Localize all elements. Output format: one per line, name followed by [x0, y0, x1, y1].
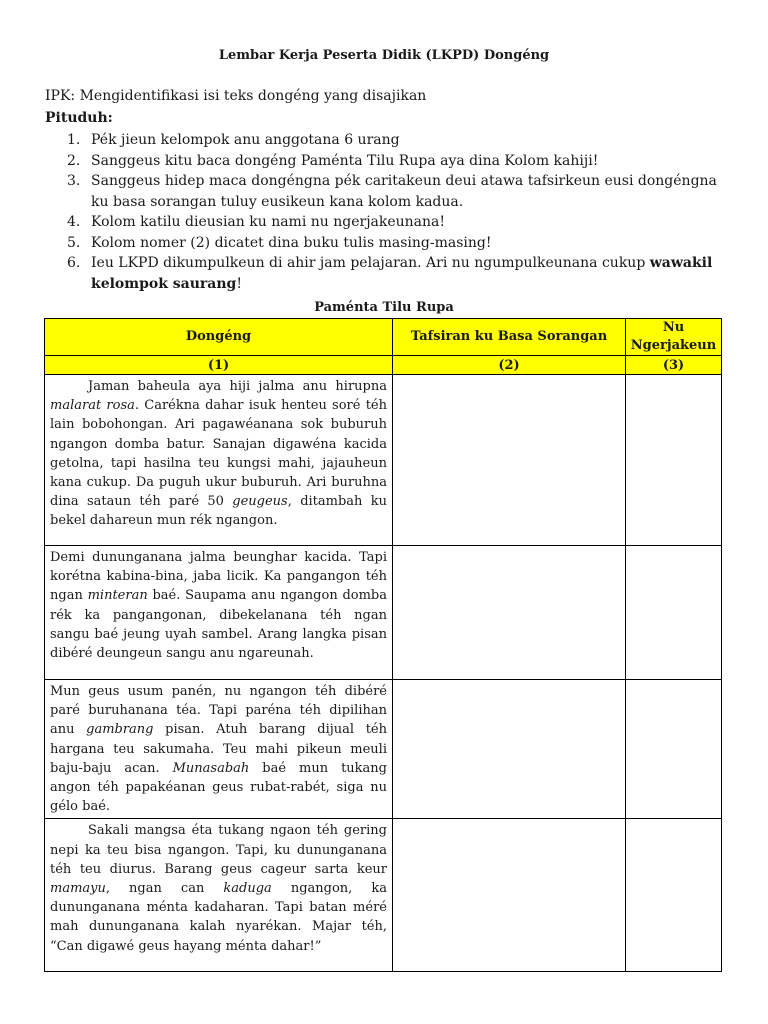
- instruction-number: 4.: [67, 214, 81, 230]
- italic-term: kaduga: [223, 881, 272, 897]
- instruction-item: [45, 212, 735, 233]
- instruction-item: [45, 233, 735, 254]
- italic-term: Munasabah: [172, 760, 250, 776]
- author-cell[interactable]: [626, 819, 722, 972]
- story-cell: Mun geus usum panén, nu ngangon téh dibéré paré buruhanana téa. Tapi paréna téh dipilihan anu gambrang pisan. Atuh barang dijual téh hargana teu sakumaha. Teu mahi pikeun meuli baju-baju acan. Munasabah baé mun tukang angon téh papakéanan geus rubat-rabét, siga nu gélo baé.: [45, 680, 393, 819]
- instruction-number: 1.: [67, 132, 81, 148]
- instruction-text: Sanggeus kitu baca dongéng Paménta Tilu Rupa aya dina Kolom kahiji!: [91, 152, 599, 169]
- interpretation-cell[interactable]: [393, 680, 626, 819]
- instructions-list: [45, 130, 735, 294]
- col-header-dongeng: Dongéng: [45, 319, 393, 356]
- instruction-number: 5.: [67, 234, 81, 251]
- col-number-3: (3): [626, 356, 722, 375]
- instruction-text-end: !: [236, 275, 242, 292]
- instruction-bold-text: wawakil kelompok saurang: [91, 255, 713, 292]
- interpretation-cell[interactable]: [393, 546, 626, 680]
- author-cell[interactable]: [626, 375, 722, 546]
- instruction-text: Kolom katilu dieusian ku nami nu ngerjakeunana!: [91, 214, 446, 230]
- instructions-heading: Pituduh:: [45, 110, 113, 126]
- italic-term: gambrang: [86, 722, 154, 738]
- page-title: Lembar Kerja Peserta Didik (LKPD) Dongéng: [218, 48, 550, 63]
- instruction-item: [45, 130, 735, 151]
- table-row: [45, 546, 722, 680]
- instruction-text: Pék jieun kelompok anu anggotana 6 urang: [91, 132, 400, 148]
- instruction-text: Ieu LKPD dikumpulkeun di ahir jam pelajaran. Ari nu ngumpulkeunana cukup: [91, 255, 650, 271]
- italic-term: geugeus: [232, 494, 288, 510]
- instruction-item: [45, 151, 735, 172]
- story-cell: Demi dununganana jalma beunghar kacida. Tapi korétna kabina-bina, jaba licik. Ka pangangon téh ngan minteran baé. Saupama anu ngangon domba rék ka pangangonan, dibekelanana téh ngan sangu baé jeung uyah sambel. Arang langka pisan dibéré deungeun sangu anu ngareunah.: [45, 546, 393, 680]
- col-header-nu-ngerjakeun: Nu Ngerjakeun: [626, 319, 722, 356]
- story-cell: Sakali mangsa éta tukang ngaon téh gering nepi ka teu bisa ngangon. Tapi, ku dununganana téh teu diurus. Barang geus cageur sarta keur mamayu, ngan can kaduga ngangon, ka dununganana ménta kadaharan. Tapi batan méré mah dununganana kalah nyarékan. Majar téh, “Can digawé geus hayang ménta dahar!”: [45, 819, 393, 972]
- author-cell[interactable]: [626, 546, 722, 680]
- table-number-row: [45, 356, 722, 375]
- instruction-text: Sanggeus hidep maca dongéngna pék caritakeun deui atawa tafsirkeun eusi dongéngna ku basa sorangan tuluy eusikeun kana kolom kadua.: [91, 173, 717, 210]
- story-table: [44, 318, 722, 972]
- instruction-number: 6.: [67, 255, 81, 271]
- instruction-number: 3.: [67, 173, 81, 189]
- table-row: [45, 819, 722, 972]
- author-cell[interactable]: [626, 680, 722, 819]
- italic-term: minteran: [87, 588, 148, 604]
- interpretation-cell[interactable]: [393, 819, 626, 972]
- table-title: Paménta Tilu Rupa: [314, 300, 454, 315]
- instruction-text: Kolom nomer (2) dicatet dina buku tulis masing-masing!: [91, 234, 492, 251]
- italic-term: mamayu: [50, 881, 106, 897]
- col-number-1: (1): [45, 356, 393, 375]
- col-header-tafsiran: Tafsiran ku Basa Sorangan: [393, 319, 626, 356]
- instruction-number: 2.: [67, 152, 81, 169]
- table-row: [45, 680, 722, 819]
- table-row: [45, 375, 722, 546]
- ipk-text: IPK: Mengidentifikasi isi teks dongéng yang disajikan: [45, 88, 427, 104]
- interpretation-cell[interactable]: [393, 375, 626, 546]
- instruction-item: [45, 253, 735, 294]
- italic-term: malarat rosa: [50, 398, 135, 414]
- col-number-2: (2): [393, 356, 626, 375]
- table-header-row: [45, 319, 722, 356]
- instruction-item: [45, 171, 735, 212]
- story-cell: Jaman baheula aya hiji jalma anu hirupna malarat rosa. Carékna dahar isuk henteu soré téh lain bobohongan. Ari pagawéanana sok buburuh ngangon domba batur. Sanajan digawéna kacida getolna, tapi hasilna teu kungsi mahi, jajauheun kana cukup. Da puguh ukur buburuh. Ari buruhna dina sataun téh paré 50 geugeus, ditambah ku bekel dahareun mun rék ngangon.: [45, 375, 393, 546]
